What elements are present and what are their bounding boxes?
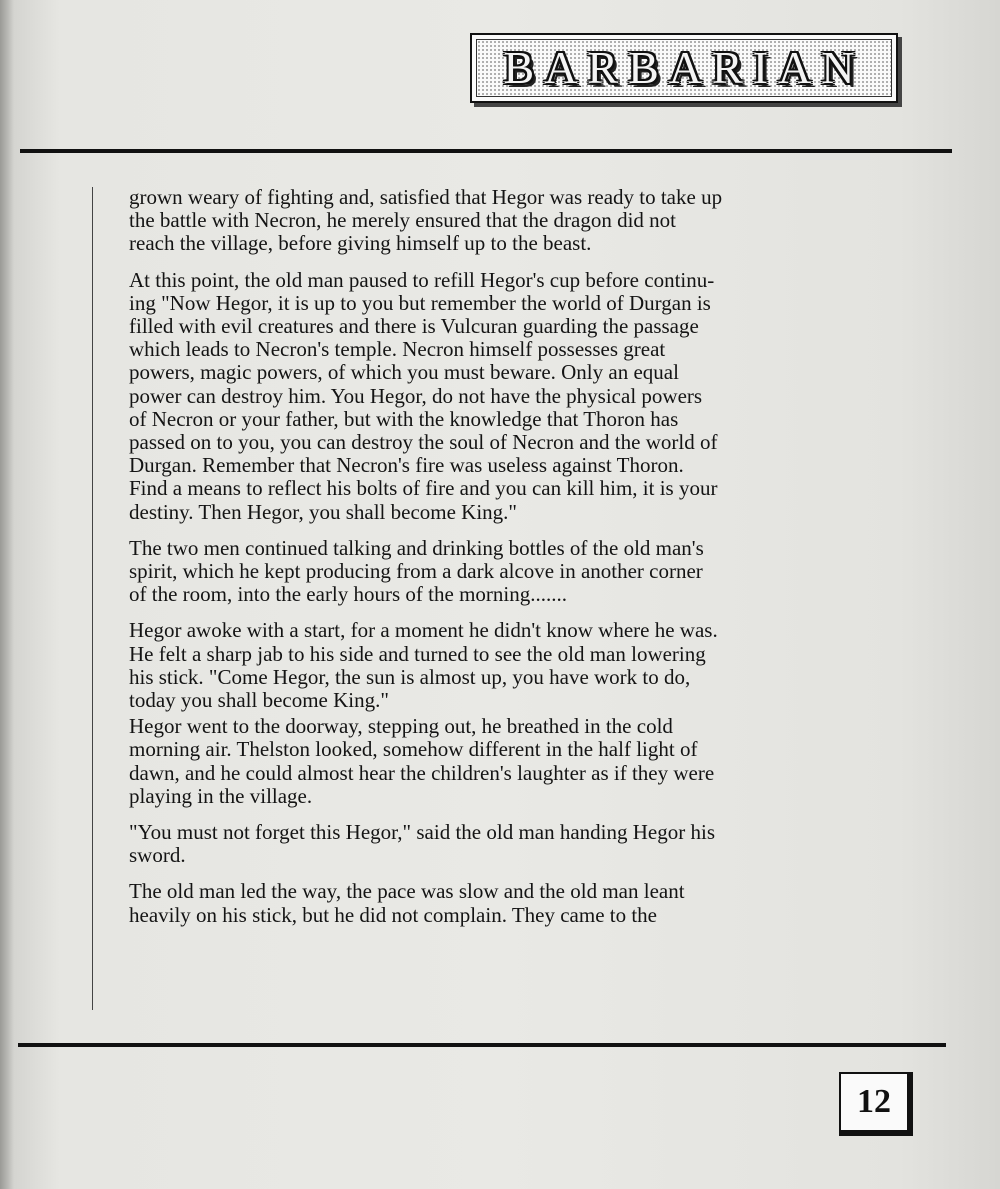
body-text bbox=[129, 186, 839, 940]
bottom-rule bbox=[18, 1043, 946, 1047]
text-line: The old man led the way, the pace was slow and the old man leant bbox=[129, 879, 685, 904]
logo-halftone-panel bbox=[476, 39, 892, 97]
logo-text: BARBARIAN bbox=[503, 42, 865, 93]
text-line: spirit, which he kept producing from a dark alcove in another corner bbox=[129, 559, 703, 584]
text-line: filled with evil creatures and there is Vulcuran guarding the passage bbox=[129, 314, 699, 339]
paragraph-4 bbox=[129, 619, 839, 712]
text-line: power can destroy him. You Hegor, do not have the physical powers bbox=[129, 383, 703, 408]
page-binding-shadow bbox=[0, 0, 14, 1189]
text-line: morning air. Thelston looked, somehow different in the half light of bbox=[129, 737, 698, 762]
text-line: The two men continued talking and drinking bottles of the old man's bbox=[129, 535, 704, 560]
text-line: his stick. "Come Hegor, the sun is almost up, you have work to do, bbox=[129, 664, 691, 689]
text-line: ing "Now Hegor, it is up to you but remember the world of Durgan is bbox=[129, 290, 711, 315]
page-number: 12 bbox=[857, 1083, 891, 1120]
text-line: Find a means to reflect his bolts of fire and you can kill him, it is your bbox=[129, 476, 718, 501]
text-line: grown weary of fighting and, satisfied that Hegor was ready to take up bbox=[129, 185, 723, 209]
paragraph-3 bbox=[129, 537, 839, 607]
text-line: heavily on his stick, but he did not complain. They came to the bbox=[129, 902, 658, 927]
text-line: Durgan. Remember that Necron's fire was useless against Thoron. bbox=[129, 453, 684, 478]
text-line: passed on to you, you can destroy the soul of Necron and the world of bbox=[129, 430, 718, 455]
text-line: sword. bbox=[129, 843, 186, 868]
paragraph-7 bbox=[129, 880, 839, 926]
text-line: Hegor went to the doorway, stepping out, he breathed in the cold bbox=[129, 714, 673, 739]
text-line: of Necron or your father, but with the knowledge that Thoron has bbox=[129, 406, 679, 431]
text-line: today you shall become King." bbox=[129, 688, 389, 713]
text-line: "You must not forget this Hegor," said the old man handing Hegor his bbox=[129, 820, 715, 845]
page-number-box bbox=[839, 1072, 913, 1136]
paragraph-5 bbox=[129, 715, 839, 808]
paragraph-1 bbox=[129, 186, 839, 256]
top-rule bbox=[20, 149, 952, 153]
text-line: Hegor awoke with a start, for a moment he didn't know where he was. bbox=[129, 618, 718, 643]
text-line: He felt a sharp jab to his side and turned to see the old man lowering bbox=[129, 641, 706, 666]
text-line: dawn, and he could almost hear the children's laughter as if they were bbox=[129, 760, 715, 785]
paragraph-2 bbox=[129, 269, 839, 524]
text-line: destiny. Then Hegor, you shall become King." bbox=[129, 499, 517, 524]
text-line: the battle with Necron, he merely ensured that the dragon did not bbox=[129, 208, 676, 233]
margin-line bbox=[92, 187, 93, 1010]
text-line: of the room, into the early hours of the morning....... bbox=[129, 582, 567, 607]
text-line: reach the village, before giving himself up to the beast. bbox=[129, 231, 592, 256]
barbarian-logo bbox=[470, 33, 898, 103]
text-line: which leads to Necron's temple. Necron himself possesses great bbox=[129, 337, 666, 362]
text-line: At this point, the old man paused to refill Hegor's cup before continu- bbox=[129, 267, 715, 292]
text-line: playing in the village. bbox=[129, 783, 313, 808]
text-line: powers, magic powers, of which you must beware. Only an equal bbox=[129, 360, 679, 385]
paragraph-6 bbox=[129, 821, 839, 867]
